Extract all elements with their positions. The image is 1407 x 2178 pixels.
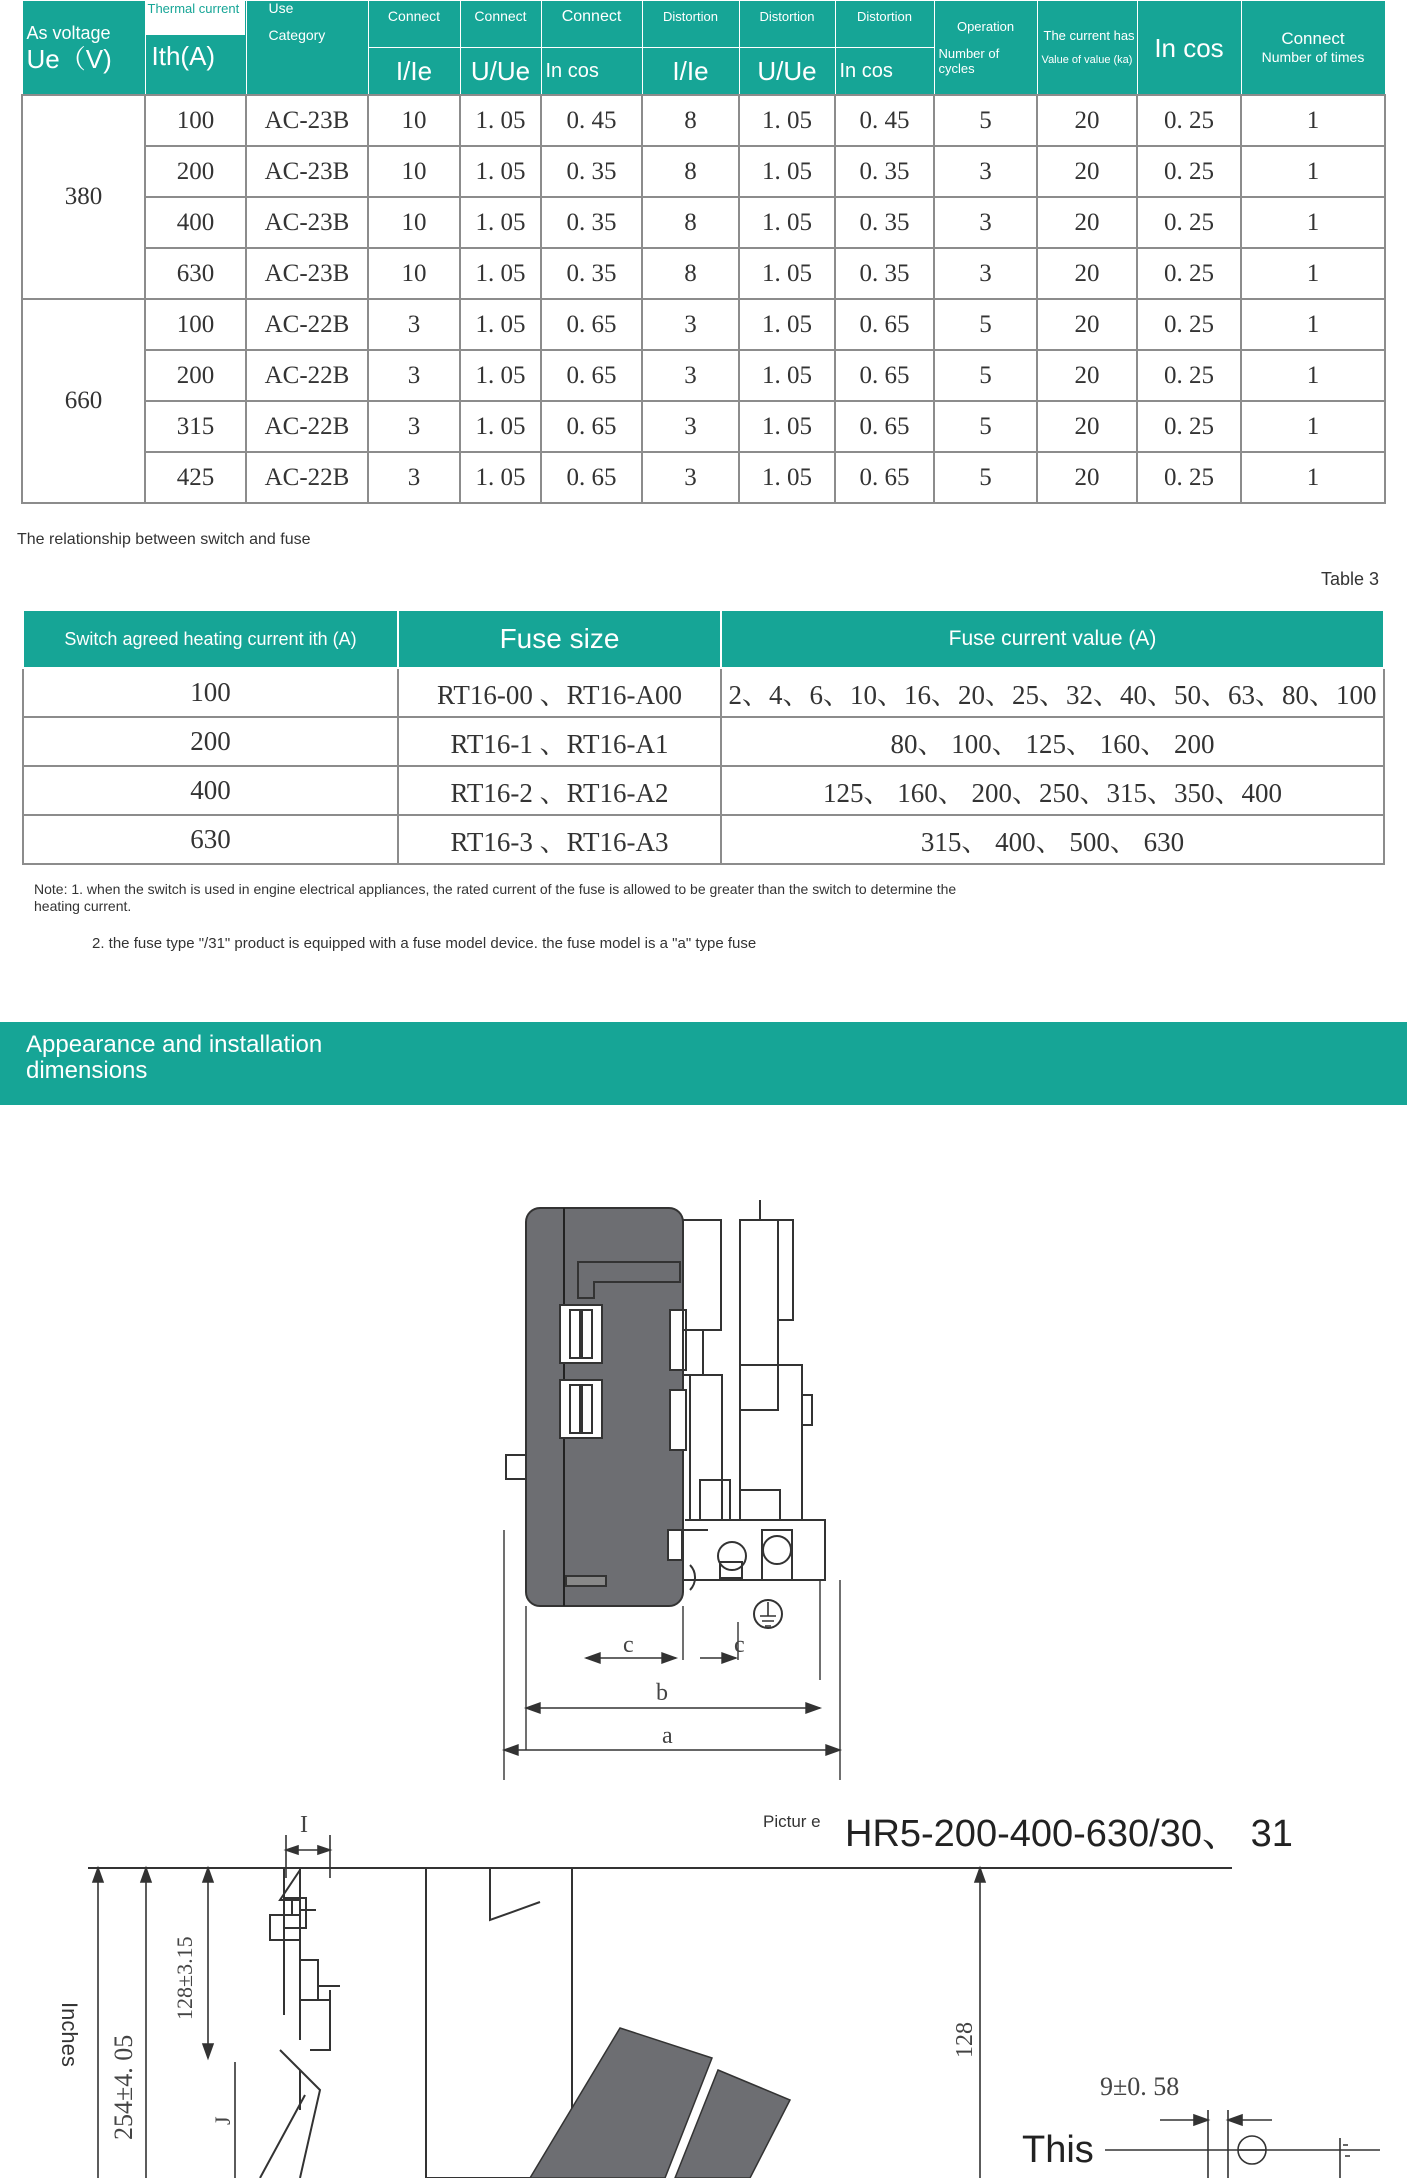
table-cell: 5 [934, 401, 1037, 452]
table-cell: 1. 05 [739, 401, 835, 452]
table-cell: 5 [934, 299, 1037, 350]
table-cell: 0. 65 [541, 299, 642, 350]
table-cell: 1. 05 [739, 452, 835, 503]
table-cell: 10 [368, 95, 460, 146]
table-row [22, 95, 1385, 146]
header-incos: In cos [1137, 1, 1241, 96]
header-distortion-3: Distortion [835, 1, 934, 48]
header-distortion-2: Distortion [739, 1, 835, 48]
table-cell: 8 [642, 248, 739, 299]
header-connect-1: Connect [368, 1, 460, 48]
table-cell: 200 [145, 350, 246, 401]
this-text: This [1022, 2129, 1094, 2171]
table-cell: 20 [1037, 401, 1137, 452]
table-cell: 630 [23, 815, 398, 864]
header-thermal: Thermal current Ith(A) [145, 1, 246, 96]
table-cell: 10 [368, 146, 460, 197]
table-cell: 0. 25 [1137, 146, 1241, 197]
table-cell: 1 [1241, 299, 1385, 350]
fuse-table [22, 609, 1385, 865]
table-cell: RT16-00 、RT16-A00 [398, 668, 721, 717]
header-switch-current: Switch agreed heating current ith (A) [23, 610, 398, 668]
units-label: Inches [57, 2002, 82, 2067]
table-cell: RT16-3 、RT16-A3 [398, 815, 721, 864]
table-cell: RT16-2 、RT16-A2 [398, 766, 721, 815]
table-row [22, 350, 1385, 401]
table-cell: 1 [1241, 197, 1385, 248]
table-cell: 1. 05 [739, 146, 835, 197]
header-use: Use Category [246, 1, 368, 96]
table-cell: 425 [145, 452, 246, 503]
table-cell: 100 [145, 299, 246, 350]
caption-table3: Table 3 [1321, 569, 1380, 589]
header-distortion-1: Distortion [642, 1, 739, 48]
table-cell: AC-23B [246, 248, 368, 299]
table-cell: 8 [642, 146, 739, 197]
table-cell: 3 [642, 350, 739, 401]
front-view-drawing [490, 1190, 870, 1780]
table-cell: 1. 05 [460, 452, 541, 503]
table-cell: 0. 25 [1137, 248, 1241, 299]
dim-9: 9±0. 58 [1100, 2072, 1180, 2101]
table-cell: 0. 65 [541, 401, 642, 452]
header-fuse-current: Fuse current value (A) [721, 610, 1384, 668]
model-title: HR5-200-400-630/30、 31 [845, 1813, 1293, 1855]
table-cell: AC-23B [246, 197, 368, 248]
table-cell: 10 [368, 248, 460, 299]
dim-label-b: b [656, 1680, 668, 1706]
table-row [22, 248, 1385, 299]
table-cell: 0. 45 [541, 95, 642, 146]
table-cell: AC-22B [246, 350, 368, 401]
table-cell: 0. 65 [541, 452, 642, 503]
table-cell: 1 [1241, 401, 1385, 452]
table-row [23, 668, 1384, 717]
table-cell: 3 [642, 401, 739, 452]
rating-table [21, 0, 1386, 504]
table-cell: 0. 65 [835, 299, 934, 350]
table-cell: 1. 05 [739, 350, 835, 401]
table-row [22, 146, 1385, 197]
table-cell: 3 [368, 401, 460, 452]
table-cell: 100 [145, 95, 246, 146]
table-cell: 0. 65 [835, 452, 934, 503]
table-cell: 1 [1241, 452, 1385, 503]
sub-header: U/Ue [460, 48, 541, 96]
dim-label-j: J [210, 2116, 235, 2125]
table-cell: 0. 25 [1137, 401, 1241, 452]
dim-128-315: 128±3.15 [172, 1936, 197, 2020]
header-fuse-size: Fuse size [398, 610, 721, 668]
voltage-cell: 660 [22, 299, 145, 503]
table-cell: AC-22B [246, 299, 368, 350]
side-view-drawing [0, 1790, 1407, 2178]
table-cell: 3 [642, 452, 739, 503]
dim-128: 128 [952, 2022, 978, 2058]
header-connect-times: Connect Number of times [1241, 1, 1385, 96]
table-cell: 1. 05 [460, 401, 541, 452]
table-cell: 3 [368, 452, 460, 503]
table-cell: 8 [642, 95, 739, 146]
table-cell: 1. 05 [460, 95, 541, 146]
table-cell: AC-22B [246, 401, 368, 452]
table-cell: 5 [934, 452, 1037, 503]
note-1: Note: 1. when the switch is used in engine electrical appliances, the rated current of the fuse is allowed to be greater than the switch to determine the heating current. [34, 881, 957, 914]
table-cell: 1. 05 [460, 197, 541, 248]
table-cell: 5 [934, 95, 1037, 146]
table-cell: 3 [934, 248, 1037, 299]
table-cell: 0. 25 [1137, 197, 1241, 248]
table-cell: 1 [1241, 95, 1385, 146]
table-row [22, 299, 1385, 350]
dim-label-c: c [734, 1632, 745, 1658]
table-cell: 0. 35 [541, 146, 642, 197]
table-cell: 0. 35 [835, 248, 934, 299]
table-row [22, 401, 1385, 452]
table-cell: 100 [23, 668, 398, 717]
table-cell: 315 [145, 401, 246, 452]
table-cell: 3 [368, 299, 460, 350]
table-cell: 630 [145, 248, 246, 299]
note-2: 2. the fuse type "/31" product is equipped with a fuse model device. the fuse model is a "a" type fuse [92, 935, 757, 952]
table-cell: 20 [1037, 350, 1137, 401]
dim-label-i: I [300, 1812, 308, 1838]
table-cell: 2、4、6、10、16、20、25、32、40、50、63、80、100 [721, 668, 1384, 717]
table-cell: 1. 05 [739, 95, 835, 146]
dim-254: 254±4. 05 [109, 2034, 138, 2140]
table-cell: 20 [1037, 95, 1137, 146]
table-cell: 20 [1037, 299, 1137, 350]
sub-header: In cos [835, 48, 934, 96]
table-cell: 3 [368, 350, 460, 401]
table-cell: 0. 65 [541, 350, 642, 401]
table-cell: 0. 65 [835, 350, 934, 401]
table-cell: 0. 45 [835, 95, 934, 146]
table-cell: 0. 35 [541, 197, 642, 248]
header-connect-2: Connect [460, 1, 541, 48]
table-cell: 3 [934, 146, 1037, 197]
table-cell: AC-22B [246, 452, 368, 503]
table-cell: 20 [1037, 146, 1137, 197]
table-cell: 0. 25 [1137, 452, 1241, 503]
table-cell: 1 [1241, 350, 1385, 401]
table-cell: 3 [642, 299, 739, 350]
table-cell: 1. 05 [739, 248, 835, 299]
table-cell: 80、 100、 125、 160、 200 [721, 717, 1384, 766]
table-cell: RT16-1 、RT16-A1 [398, 717, 721, 766]
table-cell: 125、 160、 200、250、315、350、400 [721, 766, 1384, 815]
table-cell: 1 [1241, 248, 1385, 299]
table-cell: 0. 25 [1137, 95, 1241, 146]
header-connect-3: Connect [541, 1, 642, 48]
table-cell: 0. 35 [835, 197, 934, 248]
table-cell: 1. 05 [460, 299, 541, 350]
sub-header: I/Ie [368, 48, 460, 96]
table-cell: 0. 25 [1137, 350, 1241, 401]
table-cell: 8 [642, 197, 739, 248]
table-row [23, 815, 1384, 864]
sub-header: I/Ie [642, 48, 739, 96]
table-cell: 10 [368, 197, 460, 248]
table-cell: 0. 35 [541, 248, 642, 299]
table-cell: 5 [934, 350, 1037, 401]
table-cell: 1. 05 [460, 146, 541, 197]
section-title: Appearance and installation dimensions [26, 1031, 323, 1084]
table-cell: 400 [23, 766, 398, 815]
caption-relationship: The relationship between switch and fuse [17, 531, 311, 548]
table-row [23, 766, 1384, 815]
table-cell: 400 [145, 197, 246, 248]
table-cell: 20 [1037, 248, 1137, 299]
table-cell: 20 [1037, 452, 1137, 503]
table-cell: 200 [23, 717, 398, 766]
table-cell: AC-23B [246, 95, 368, 146]
header-current: The current has Value of value (ka) [1037, 1, 1137, 96]
picture-label: Pictur e [763, 1812, 821, 1831]
voltage-cell: 380 [22, 95, 145, 299]
table-cell: 200 [145, 146, 246, 197]
table-cell: 1. 05 [739, 299, 835, 350]
dim-label-a: a [662, 1723, 673, 1749]
table-cell: 3 [934, 197, 1037, 248]
sub-header: U/Ue [739, 48, 835, 96]
table-cell: 1. 05 [460, 248, 541, 299]
table-cell: 0. 25 [1137, 299, 1241, 350]
table-cell: 0. 35 [835, 146, 934, 197]
header-voltage: As voltage Ue（V) [22, 1, 145, 96]
table-row [22, 452, 1385, 503]
table-row [22, 197, 1385, 248]
dim-label-c: c [623, 1632, 634, 1658]
table-cell: 1. 05 [739, 197, 835, 248]
table-cell: 20 [1037, 197, 1137, 248]
section-banner [0, 1022, 1407, 1105]
table-row [23, 717, 1384, 766]
table-cell: 0. 65 [835, 401, 934, 452]
table-cell: AC-23B [246, 146, 368, 197]
sub-header: In cos [541, 48, 642, 96]
table-cell: 315、 400、 500、 630 [721, 815, 1384, 864]
table-cell: 1. 05 [460, 350, 541, 401]
table-cell: 1 [1241, 146, 1385, 197]
header-operation: Operation Number of cycles [934, 1, 1037, 96]
